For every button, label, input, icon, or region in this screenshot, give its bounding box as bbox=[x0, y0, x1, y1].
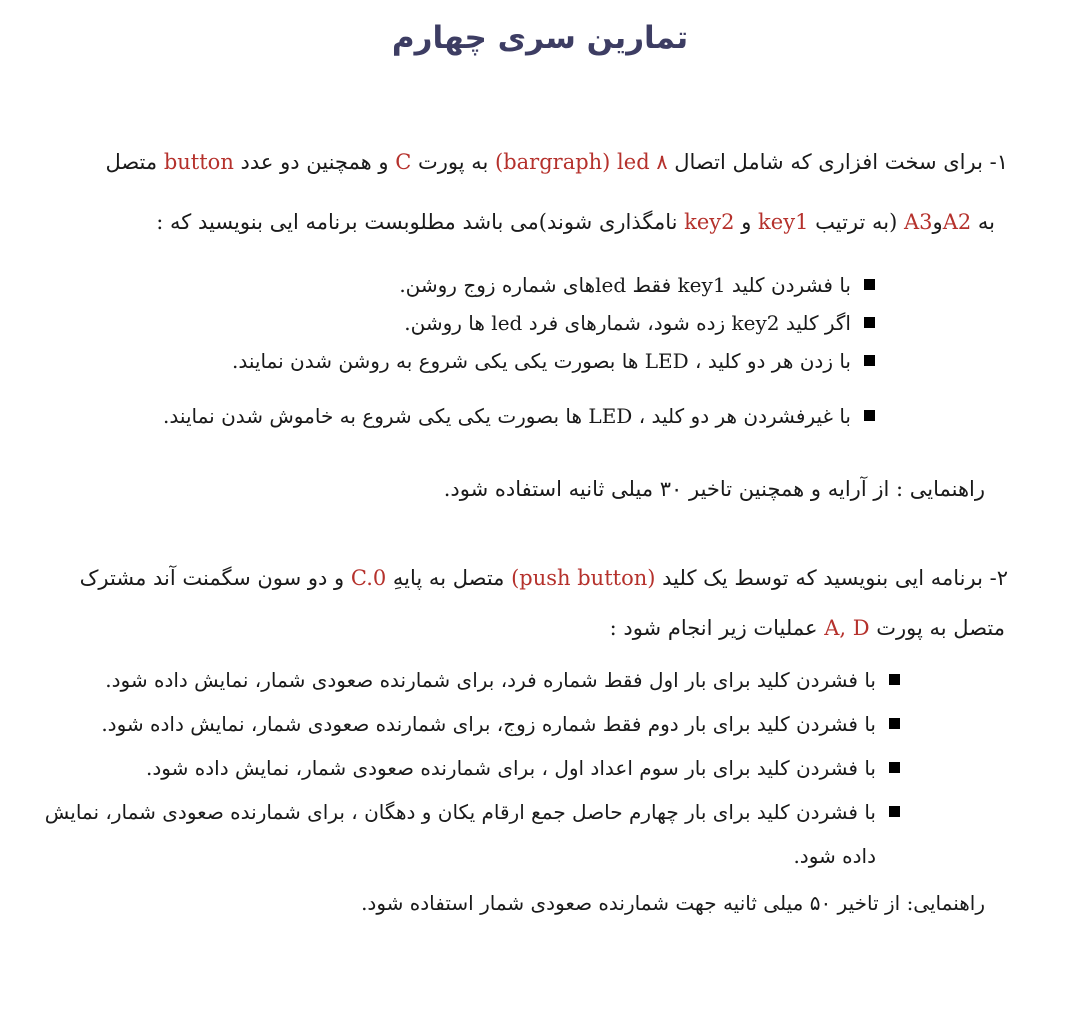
text-segment: عملیات زیر انجام شود : bbox=[609, 616, 825, 640]
text-segment: و bbox=[932, 210, 943, 234]
bullet-text bbox=[101, 702, 876, 746]
list-item bbox=[163, 304, 875, 342]
text-segment: ۸ bbox=[656, 150, 668, 174]
text-segment: (bargraph) bbox=[495, 150, 611, 174]
text-segment: متصل به پورت bbox=[869, 616, 1005, 640]
bullet-line: با فشردن کلید برای بار اول فقط شماره فرد، برای شمارنده صعودی شمار، نمایش داده شود. bbox=[105, 668, 876, 692]
text-segment: C.0 bbox=[350, 566, 387, 590]
text-segment: ۱- برای سخت افزاری که شامل اتصال bbox=[667, 150, 1008, 174]
exercise2-hint: راهنمایی: از تاخیر ۵۰ میلی ثانیه جهت شمارنده صعودی شمار استفاده شود. bbox=[361, 891, 985, 915]
bullet-text bbox=[163, 397, 851, 435]
exercise1-intro-line1 bbox=[105, 150, 1008, 174]
exercise1-hint: راهنمایی : از آرایه و همچنین تاخیر ۳۰ میلی ثانیه استفاده شود. bbox=[443, 477, 985, 501]
text-segment: و bbox=[734, 210, 759, 234]
bullet-text bbox=[232, 342, 851, 380]
page-title: تمارین سری چهارم bbox=[391, 20, 689, 56]
bullet-square-icon bbox=[864, 279, 875, 290]
bullet-line: با فشردن کلید key1 فقط ledهای شماره زوج روشن. bbox=[399, 273, 851, 297]
exercise1-intro-line2 bbox=[156, 210, 995, 234]
bullet-line: داده شود. bbox=[793, 844, 876, 868]
text-segment: A, D bbox=[824, 616, 870, 640]
exercise2-intro-line1 bbox=[80, 566, 1008, 590]
text-segment: (به ترتیب bbox=[808, 210, 904, 234]
bullet-line: با زدن هر دو کلید ، LED ها بصورت یکی یکی شروع به روشن شدن نمایند. bbox=[231, 349, 851, 373]
bullet-line: با فشردن کلید برای بار دوم فقط شماره زوج، برای شمارنده صعودی شمار، نمایش داده شود. bbox=[101, 712, 876, 736]
text-segment: key2 bbox=[684, 210, 735, 234]
text-segment: button bbox=[163, 150, 234, 174]
list-item bbox=[163, 266, 875, 304]
text-segment: A2 bbox=[942, 210, 972, 234]
text-segment: و همچنین دو عدد bbox=[233, 150, 396, 174]
text-segment: A3 bbox=[904, 210, 933, 234]
text-segment: C bbox=[395, 150, 412, 174]
bullet-square-icon bbox=[864, 317, 875, 328]
text-segment: key1 bbox=[758, 210, 809, 234]
text-segment: و دو سون سگمنت آند مشترک bbox=[79, 566, 351, 590]
bullet-square-icon bbox=[889, 674, 900, 685]
list-item bbox=[163, 397, 875, 435]
bullet-text bbox=[105, 658, 876, 702]
bullet-line: با غیرفشردن هر دو کلید ، LED ها بصورت یکی یکی شروع به خاموش شدن نمایند. bbox=[163, 404, 851, 428]
list-item bbox=[45, 658, 900, 702]
list-item bbox=[45, 702, 900, 746]
bullet-text bbox=[146, 746, 876, 790]
text-segment: متصل bbox=[105, 150, 164, 174]
text-segment: نامگذاری شوند)می باشد مطلوبست برنامه ایی بنویسید که : bbox=[156, 210, 685, 234]
bullet-line: با فشردن کلید برای بار سوم اعداد اول ، برای شمارنده صعودی شمار، نمایش داده شود. bbox=[146, 756, 876, 780]
text-segment: به bbox=[971, 210, 995, 234]
bullet-line: اگر کلید key2 زده شود، شمارهای فرد led ها روشن. bbox=[404, 311, 851, 335]
text-segment: ۲- برنامه ایی بنویسید که توسط یک کلید bbox=[655, 566, 1008, 590]
text-segment: (push button) bbox=[511, 566, 656, 590]
text-segment: متصل به پایهِ bbox=[386, 566, 512, 590]
bullet-square-icon bbox=[864, 355, 875, 366]
bullet-text bbox=[45, 790, 876, 878]
bullet-text bbox=[399, 266, 851, 304]
bullet-line: با فشردن کلید برای بار چهارم حاصل جمع ارقام یکان و دهگان ، برای شمارنده صعودی شمار، نمایش bbox=[44, 800, 876, 824]
bullet-square-icon bbox=[889, 806, 900, 817]
bullet-square-icon bbox=[864, 410, 875, 421]
list-item bbox=[163, 342, 875, 380]
exercise2-bullet-list bbox=[45, 658, 900, 878]
exercise1-bullet-list bbox=[163, 266, 875, 435]
bullet-square-icon bbox=[889, 762, 900, 773]
bullet-square-icon bbox=[889, 718, 900, 729]
text-segment: به پورت bbox=[411, 150, 496, 174]
bullet-text bbox=[404, 304, 851, 342]
text-segment: led bbox=[610, 150, 657, 174]
exercise2-intro-line2 bbox=[610, 616, 1005, 640]
list-item bbox=[45, 790, 900, 878]
list-item bbox=[45, 746, 900, 790]
